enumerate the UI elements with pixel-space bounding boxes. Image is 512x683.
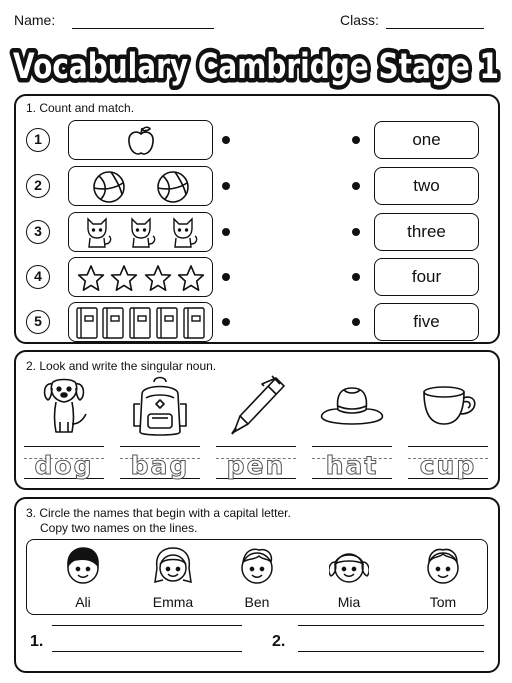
kid-name: Ali (75, 594, 91, 610)
section-1-title: 1. Count and match. (26, 101, 135, 115)
names-box (26, 539, 488, 615)
section-singular-noun (14, 350, 500, 490)
writing-line[interactable] (24, 446, 104, 447)
picture-box-cats (68, 212, 213, 252)
copy-label-1: 1. (30, 633, 44, 650)
row-number: 5 (26, 310, 50, 334)
writing-line[interactable] (312, 446, 392, 447)
copy-line-2-top[interactable] (298, 625, 484, 626)
girl-pigtails-face-icon (329, 544, 369, 590)
match-dot-left[interactable] (222, 318, 230, 326)
class-line[interactable] (386, 28, 484, 29)
word-box: five (374, 303, 479, 341)
copy-line-1-bottom[interactable] (52, 651, 242, 652)
match-dot-right[interactable] (352, 182, 360, 190)
writing-line[interactable] (120, 446, 200, 447)
pen-icon (222, 374, 290, 440)
name-card-tom[interactable] (407, 544, 479, 612)
row-number: 3 (26, 220, 50, 244)
copy-label-2: 2. (272, 633, 286, 650)
name-card-emma[interactable] (137, 544, 209, 612)
noun-item-cup (408, 374, 488, 484)
hat-icon (318, 374, 386, 440)
row-number: 2 (26, 174, 50, 198)
boy-face-icon (63, 544, 103, 590)
word-box: four (374, 258, 479, 296)
class-label: Class: (340, 12, 379, 28)
name-card-ali[interactable] (47, 544, 119, 612)
section-3-title: 3. Circle the names that begin with a capital letter. (26, 506, 291, 520)
name-label: Name: (14, 12, 56, 28)
word-box: one (374, 121, 479, 159)
word-box: three (374, 213, 479, 251)
trace-word: hat (325, 451, 379, 480)
trace-word: cup (419, 451, 477, 480)
trace-word: pen (226, 451, 286, 480)
page-title (0, 38, 512, 92)
noun-item-pen (216, 374, 296, 484)
noun-item-dog (24, 374, 104, 484)
row-number: 1 (26, 128, 50, 152)
word-box: two (374, 167, 479, 205)
section-2-title: 2. Look and write the singular noun. (26, 359, 217, 373)
svg-text:Vocabulary Cambridge Stage 1: Vocabulary Cambridge Stage 1 (13, 47, 499, 87)
boy-face-icon (237, 544, 277, 590)
cup-icon (414, 374, 482, 440)
match-dot-right[interactable] (352, 136, 360, 144)
picture-box-apples (68, 120, 213, 160)
picture-box-balls (68, 166, 213, 206)
match-dot-left[interactable] (222, 136, 230, 144)
boy-face-icon (423, 544, 463, 590)
match-dot-left[interactable] (222, 228, 230, 236)
svg-text:Vocabulary Cambridge Stage 1: Vocabulary Cambridge Stage 1 (13, 47, 499, 87)
match-dot-left[interactable] (222, 273, 230, 281)
kid-name: Emma (152, 594, 194, 610)
match-dot-right[interactable] (352, 318, 360, 326)
match-dot-right[interactable] (352, 273, 360, 281)
trace-word: bag (130, 451, 190, 480)
cat-icon (69, 213, 213, 252)
match-dot-left[interactable] (222, 182, 230, 190)
girl-face-icon (153, 544, 193, 590)
noun-item-bag (120, 374, 200, 484)
picture-box-stars (68, 257, 213, 297)
kid-name: Tom (429, 594, 457, 610)
ball-icon (69, 167, 213, 206)
copy-line-2-bottom[interactable] (298, 651, 484, 652)
trace-word: dog (34, 451, 94, 480)
name-card-mia[interactable] (313, 544, 385, 612)
picture-box-books (68, 302, 213, 342)
match-dot-right[interactable] (352, 228, 360, 236)
section-circle-names (14, 497, 500, 673)
book-icon (69, 303, 213, 342)
name-line[interactable] (72, 28, 214, 29)
section-3-subtitle: Copy two names on the lines. (40, 521, 198, 535)
row-number: 4 (26, 265, 50, 289)
copy-line-1-top[interactable] (52, 625, 242, 626)
writing-line[interactable] (408, 446, 488, 447)
kid-name: Mia (337, 594, 361, 610)
header (14, 10, 498, 34)
apple-icon (69, 121, 213, 160)
kid-name: Ben (244, 594, 270, 610)
dog-icon (30, 374, 98, 440)
name-card-ben[interactable] (221, 544, 293, 612)
writing-line[interactable] (216, 446, 296, 447)
backpack-icon (126, 374, 194, 440)
section-count-match (14, 94, 500, 344)
noun-item-hat (312, 374, 392, 484)
star-icon (69, 258, 213, 297)
